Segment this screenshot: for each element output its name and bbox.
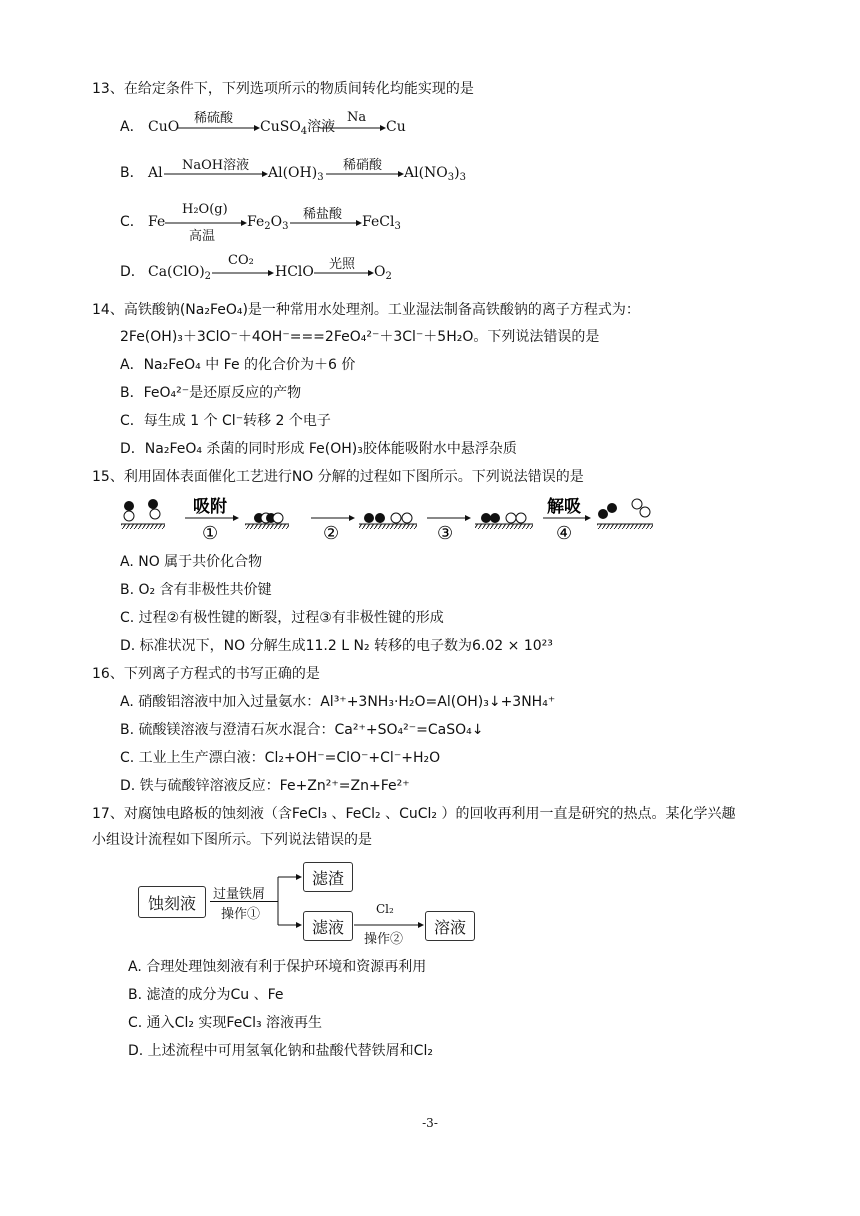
option-letter: B． bbox=[120, 165, 144, 181]
arrow-label: 光照 bbox=[329, 257, 356, 272]
reaction-arrow bbox=[165, 219, 247, 227]
formula: CuO bbox=[148, 119, 180, 135]
box-filtrate: 滤液 bbox=[303, 911, 353, 941]
q15-option-c: C. 过程②有极性键的断裂，过程③有非极性键的形成 bbox=[120, 610, 444, 626]
q16-option-c: C. 工业上生产漂白液：Cl₂+OH⁻=ClO⁻+Cl⁻+H₂O bbox=[120, 750, 441, 766]
q17-option-b: B. 滤渣的成分为Cu 、Fe bbox=[128, 987, 284, 1003]
surface-stage-4 bbox=[475, 513, 533, 529]
q16-stem: 16、下列离子方程式的书写正确的是 bbox=[92, 666, 320, 682]
reaction-arrow bbox=[314, 269, 374, 277]
arrow-label: 稀硝酸 bbox=[343, 158, 383, 173]
q14-option-a: A．Na₂FeO₄ 中 Fe 的化合价为＋6 价 bbox=[120, 357, 356, 373]
arrow-label: 稀硫酸 bbox=[194, 111, 234, 126]
surface-stage-1 bbox=[121, 499, 165, 529]
q14-option-b: B．FeO₄²⁻是还原反应的产物 bbox=[120, 385, 302, 401]
formula: $Al(NO_3)_3$ bbox=[404, 165, 466, 183]
option-letter: A． bbox=[120, 119, 144, 135]
q15-option-b: B. O₂ 含有非极性共价键 bbox=[120, 582, 272, 598]
q17-option-c: C. 通入Cl₂ 实现FeCl₃ 溶液再生 bbox=[128, 1015, 323, 1031]
formula: $O_2$ bbox=[374, 264, 392, 282]
step-number: ② bbox=[323, 523, 340, 544]
flow-label: 过量铁屑 bbox=[213, 887, 266, 902]
formula: $Fe_2O_3$ bbox=[247, 214, 289, 232]
option-letter: D． bbox=[120, 264, 145, 280]
reaction-arrow bbox=[164, 170, 268, 178]
reaction-arrow bbox=[326, 170, 404, 178]
formula: Fe bbox=[148, 214, 166, 230]
arrow-condition: 高温 bbox=[189, 229, 216, 244]
step-number: ① bbox=[202, 523, 219, 544]
flow-label: Cl₂ bbox=[376, 902, 394, 916]
q17-stem-line2: 小组设计流程如下图所示。下列说法错误的是 bbox=[92, 832, 372, 848]
flow-line bbox=[210, 901, 278, 902]
surface-stage-2 bbox=[245, 513, 289, 529]
catalysis-process-diagram bbox=[115, 492, 660, 544]
box-solution: 溶液 bbox=[425, 911, 475, 941]
q15-stem: 15、利用固体表面催化工艺进行NO 分解的过程如下图所示。下列说法错误的是 bbox=[92, 469, 584, 485]
q14-option-d: D．Na₂FeO₄ 杀菌的同时形成 Fe(OH)₃胶体能吸附水中悬浮杂质 bbox=[120, 441, 517, 457]
flow-label: 操作② bbox=[364, 932, 404, 947]
q16-option-d: D. 铁与硫酸锌溶液反应：Fe+Zn²⁺=Zn+Fe²⁺ bbox=[120, 778, 410, 794]
step-number: ③ bbox=[437, 523, 454, 544]
formula: HClO bbox=[275, 264, 314, 280]
step-label: 解吸 bbox=[547, 497, 581, 517]
reaction-arrow bbox=[320, 124, 386, 132]
q16-option-b: B. 硫酸镁溶液与澄清石灰水混合：Ca²⁺+SO₄²⁻=CaSO₄↓ bbox=[120, 722, 484, 738]
formula: $Al(OH)_3$ bbox=[268, 165, 324, 183]
arrow-label: NaOH溶液 bbox=[182, 158, 250, 173]
box-etching-solution: 蚀刻液 bbox=[138, 886, 206, 918]
surface-stage-3 bbox=[359, 513, 417, 529]
q16-option-a: A. 硝酸铝溶液中加入过量氨水：Al³⁺+3NH₃·H₂O=Al(OH)₃↓+3NH₄⁺ bbox=[120, 694, 556, 710]
q14-stem: 14、高铁酸钠(Na₂FeO₄)是一种常用水处理剂。工业湿法制备高铁酸钠的离子方程式为： bbox=[92, 302, 640, 318]
q17-option-a: A. 合理处理蚀刻液有利于保护环境和资源再利用 bbox=[128, 959, 427, 975]
q13-stem: 13、在给定条件下，下列选项所示的物质间转化均能实现的是 bbox=[92, 81, 474, 97]
q14-equation: 2Fe(OH)₃＋3ClO⁻＋4OH⁻===2FeO₄²⁻＋3Cl⁻＋5H₂O。下列说法错误的是 bbox=[120, 329, 600, 345]
q14-option-c: C．每生成 1 个 Cl⁻转移 2 个电子 bbox=[120, 413, 331, 429]
reaction-arrow bbox=[178, 124, 260, 132]
flow-label: 操作① bbox=[221, 907, 261, 922]
arrow-label: CO₂ bbox=[228, 253, 254, 268]
formula: FeCl$_3$ bbox=[362, 214, 401, 232]
formula: $Ca(ClO)_2$ bbox=[148, 264, 212, 282]
formula: Al bbox=[148, 165, 163, 181]
page-number: -3- bbox=[422, 1116, 438, 1130]
arrow-label: H₂O(g) bbox=[182, 202, 228, 217]
formula: CuSO$_4$溶液 bbox=[260, 119, 336, 137]
arrow-label: 稀盐酸 bbox=[303, 207, 343, 222]
reaction-arrow bbox=[212, 269, 274, 277]
surface-stage-5 bbox=[597, 499, 653, 529]
q15-option-d: D. 标准状况下，NO 分解生成11.2 L N₂ 转移的电子数为6.02 × 10²³ bbox=[120, 638, 553, 654]
q17-option-d: D. 上述流程中可用氢氧化钠和盐酸代替铁屑和Cl₂ bbox=[128, 1043, 433, 1059]
arrow-label: Na bbox=[347, 110, 367, 125]
q15-option-a: A. NO 属于共价化合物 bbox=[120, 554, 263, 570]
q17-stem-line1: 17、对腐蚀电路板的蚀刻液（含FeCl₃ 、FeCl₂ 、CuCl₂ ）的回收再利用一直是研究的热点。某化学兴趣 bbox=[92, 806, 736, 822]
step-label: 吸附 bbox=[193, 497, 227, 517]
flow-branch bbox=[276, 870, 302, 932]
box-residue: 滤渣 bbox=[303, 862, 353, 892]
formula: Cu bbox=[386, 119, 406, 135]
step-number: ④ bbox=[556, 523, 573, 544]
option-letter: C． bbox=[120, 214, 144, 230]
reaction-arrow bbox=[290, 219, 362, 227]
